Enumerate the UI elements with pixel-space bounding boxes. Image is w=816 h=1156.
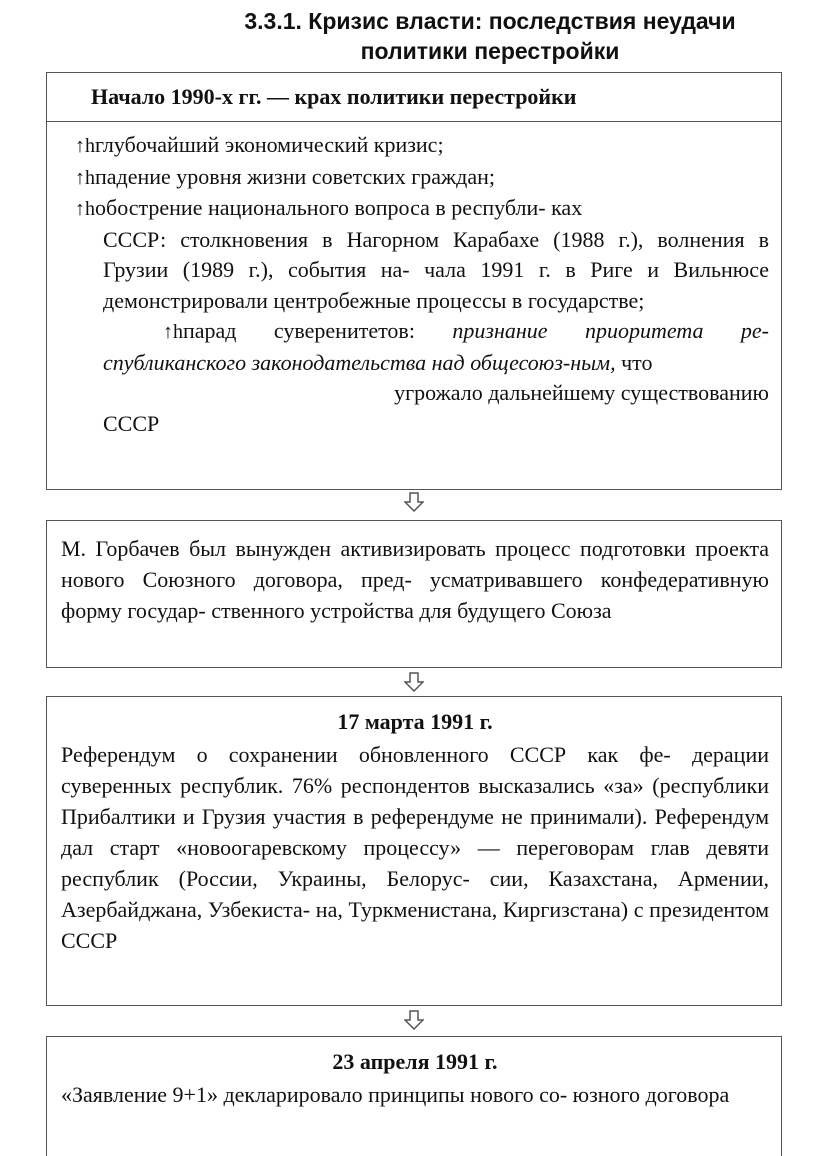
bullet-continuation: СССР: столкновения в Нагорном Карабахе (1988 г.), волнения в Грузии (1989 г.), события на- чала 1991 г. в Риге и Вильнюсе демонстрировали центробежные процессы в государстве; — [103, 226, 769, 313]
referendum-box — [46, 696, 782, 1006]
list-item — [75, 193, 769, 316]
box1-heading: Начало 1990-х гг. — крах политики перестройки — [47, 73, 781, 122]
arrow-up-icon: ↑h — [163, 321, 183, 343]
crisis-causes-box — [46, 72, 782, 490]
bullet-italic-text: признание приоритета ре- спубликанского законодательства над общесоюз-ным, — [103, 318, 769, 375]
title-line-2: политики перестройки — [360, 38, 620, 64]
bullet-tail-text: что — [621, 349, 653, 375]
arrow-down-icon — [404, 672, 424, 692]
box4-text: «Заявление 9+1» декларировало принципы нового со- юзного договора — [61, 1082, 730, 1107]
bullet-text: парад суверенитетов: — [183, 318, 415, 343]
statement-box — [46, 1036, 782, 1156]
arrow-down-icon — [404, 1010, 424, 1030]
bullet-text: падение уровня жизни советских граждан; — [95, 163, 496, 189]
box4-date: 23 апреля 1991 г. — [332, 1049, 498, 1074]
list-item — [75, 162, 769, 194]
arrow-up-icon: ↑h — [75, 135, 95, 157]
box3-text: Референдум о сохранении обновленного СССР как фе- дерации суверенных республик. 76% респондентов высказались «за» (республики Прибалтики и Грузия участия в референдуме не принимали). Референдум дал старт «новоогаревскому процессу» — переговорам глав девяти республик (России, Украины, Белорус- сии, Казахстана, Армении, Азербайджана, Узбекиста- на, Туркменистана, Киргизстана) с президентом СССР — [61, 742, 769, 953]
bullet-text: глубочайший экономический кризис; — [95, 132, 444, 157]
arrow-up-icon: ↑h — [75, 166, 95, 189]
page-title — [210, 6, 770, 66]
arrow-up-icon: ↑h — [75, 198, 95, 220]
gorbachev-box — [46, 520, 782, 668]
title-line-1: 3.3.1. Кризис власти: последствия неудачи — [244, 8, 736, 34]
bullet-threat-text: угрожало дальнейшему существованию — [394, 380, 769, 405]
box3-date: 17 марта 1991 г. — [337, 709, 493, 734]
box2-text: М. Горбачев был вынужден активизировать процесс подготовки проекта нового Союзного договора, пред- усматривавшего конфедеративную форму государ- ственного устройства для будущего Союза — [61, 536, 769, 623]
bullet-end-text: СССР — [103, 410, 160, 436]
arrow-down-icon — [404, 492, 424, 512]
list-item — [75, 130, 769, 162]
list-item — [75, 316, 769, 439]
bullet-text: обострение национального вопроса в республи- ках — [95, 195, 583, 220]
crisis-causes-list — [47, 122, 781, 439]
